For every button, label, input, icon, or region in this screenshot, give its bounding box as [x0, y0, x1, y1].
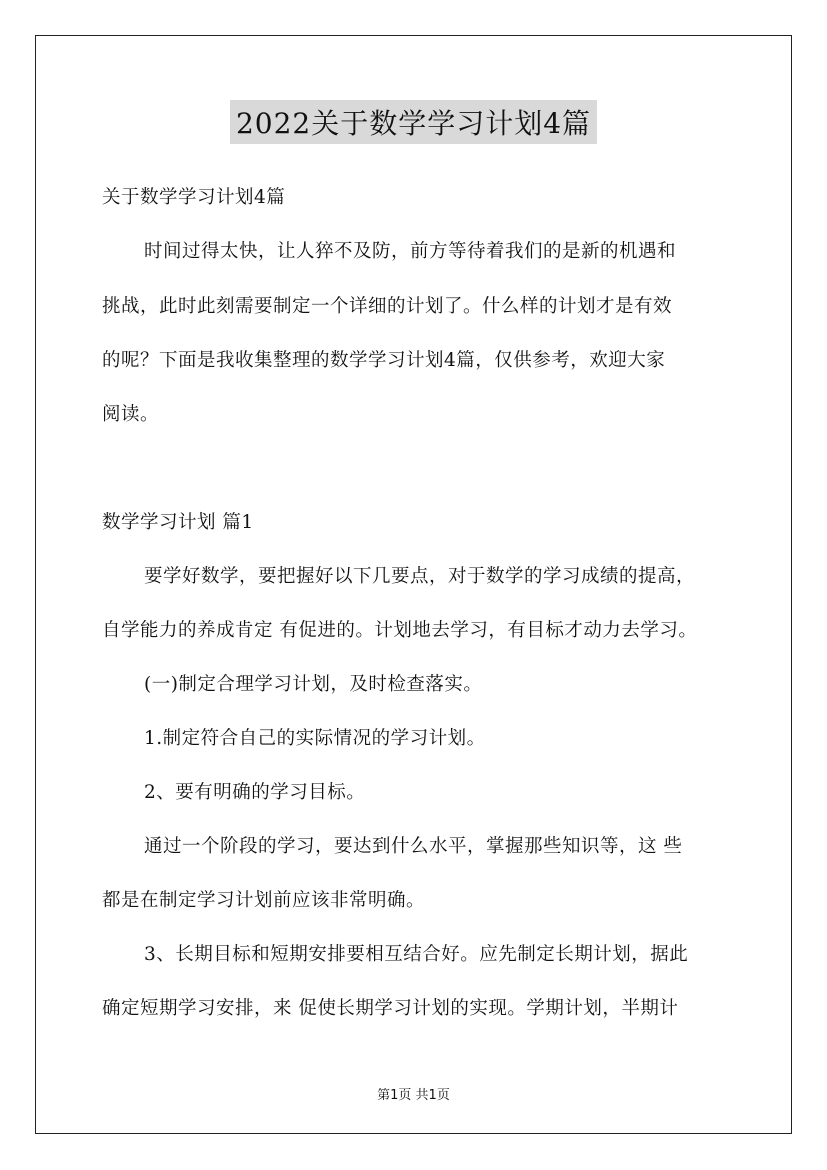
document-subtitle: 关于数学学习计划4篇 — [102, 187, 286, 208]
body-line-2: 自学能力的养成肯定 有促进的。计划地去学习，有目标才动力去学习。 — [102, 620, 698, 641]
body-line-1: 要学好数学，要把握好以下几要点，对于数学的学习成绩的提高， — [144, 566, 696, 587]
intro-line-4: 阅读。 — [102, 404, 160, 425]
body-line-3: (一)制定合理学习计划，及时检查落实。 — [144, 674, 483, 695]
body-line-6: 通过一个阶段的学习，要达到什么水平，掌握那些知识等，这 些 — [144, 836, 683, 857]
document-title: 2022关于数学学习计划4篇 — [230, 100, 597, 144]
section-heading: 数学学习计划 篇1 — [102, 512, 254, 533]
intro-line-2: 挑战，此时此刻需要制定一个详细的计划了。什么样的计划才是有效 — [102, 296, 673, 317]
document-title-wrap — [0, 100, 827, 144]
intro-line-1: 时间过得太快，让人猝不及防，前方等待着我们的是新的机遇和 — [144, 241, 677, 262]
body-line-5: 2、要有明确的学习目标。 — [144, 782, 366, 803]
body-line-4: 1.制定符合自己的实际情况的学习计划。 — [144, 728, 486, 749]
page-footer: 第1页 共1页 — [377, 1088, 450, 1103]
body-line-8: 3、长期目标和短期安排要相互结合好。应先制定长期计划，据此 — [144, 944, 689, 965]
body-line-9: 确定短期学习安排，来 促使长期学习计划的实现。学期计划，半期计 — [102, 998, 679, 1019]
intro-line-3: 的呢？下面是我收集整理的数学学习计划4篇，仅供参考，欢迎大家 — [102, 350, 666, 371]
body-line-7: 都是在制定学习计划前应该非常明确。 — [102, 890, 426, 911]
